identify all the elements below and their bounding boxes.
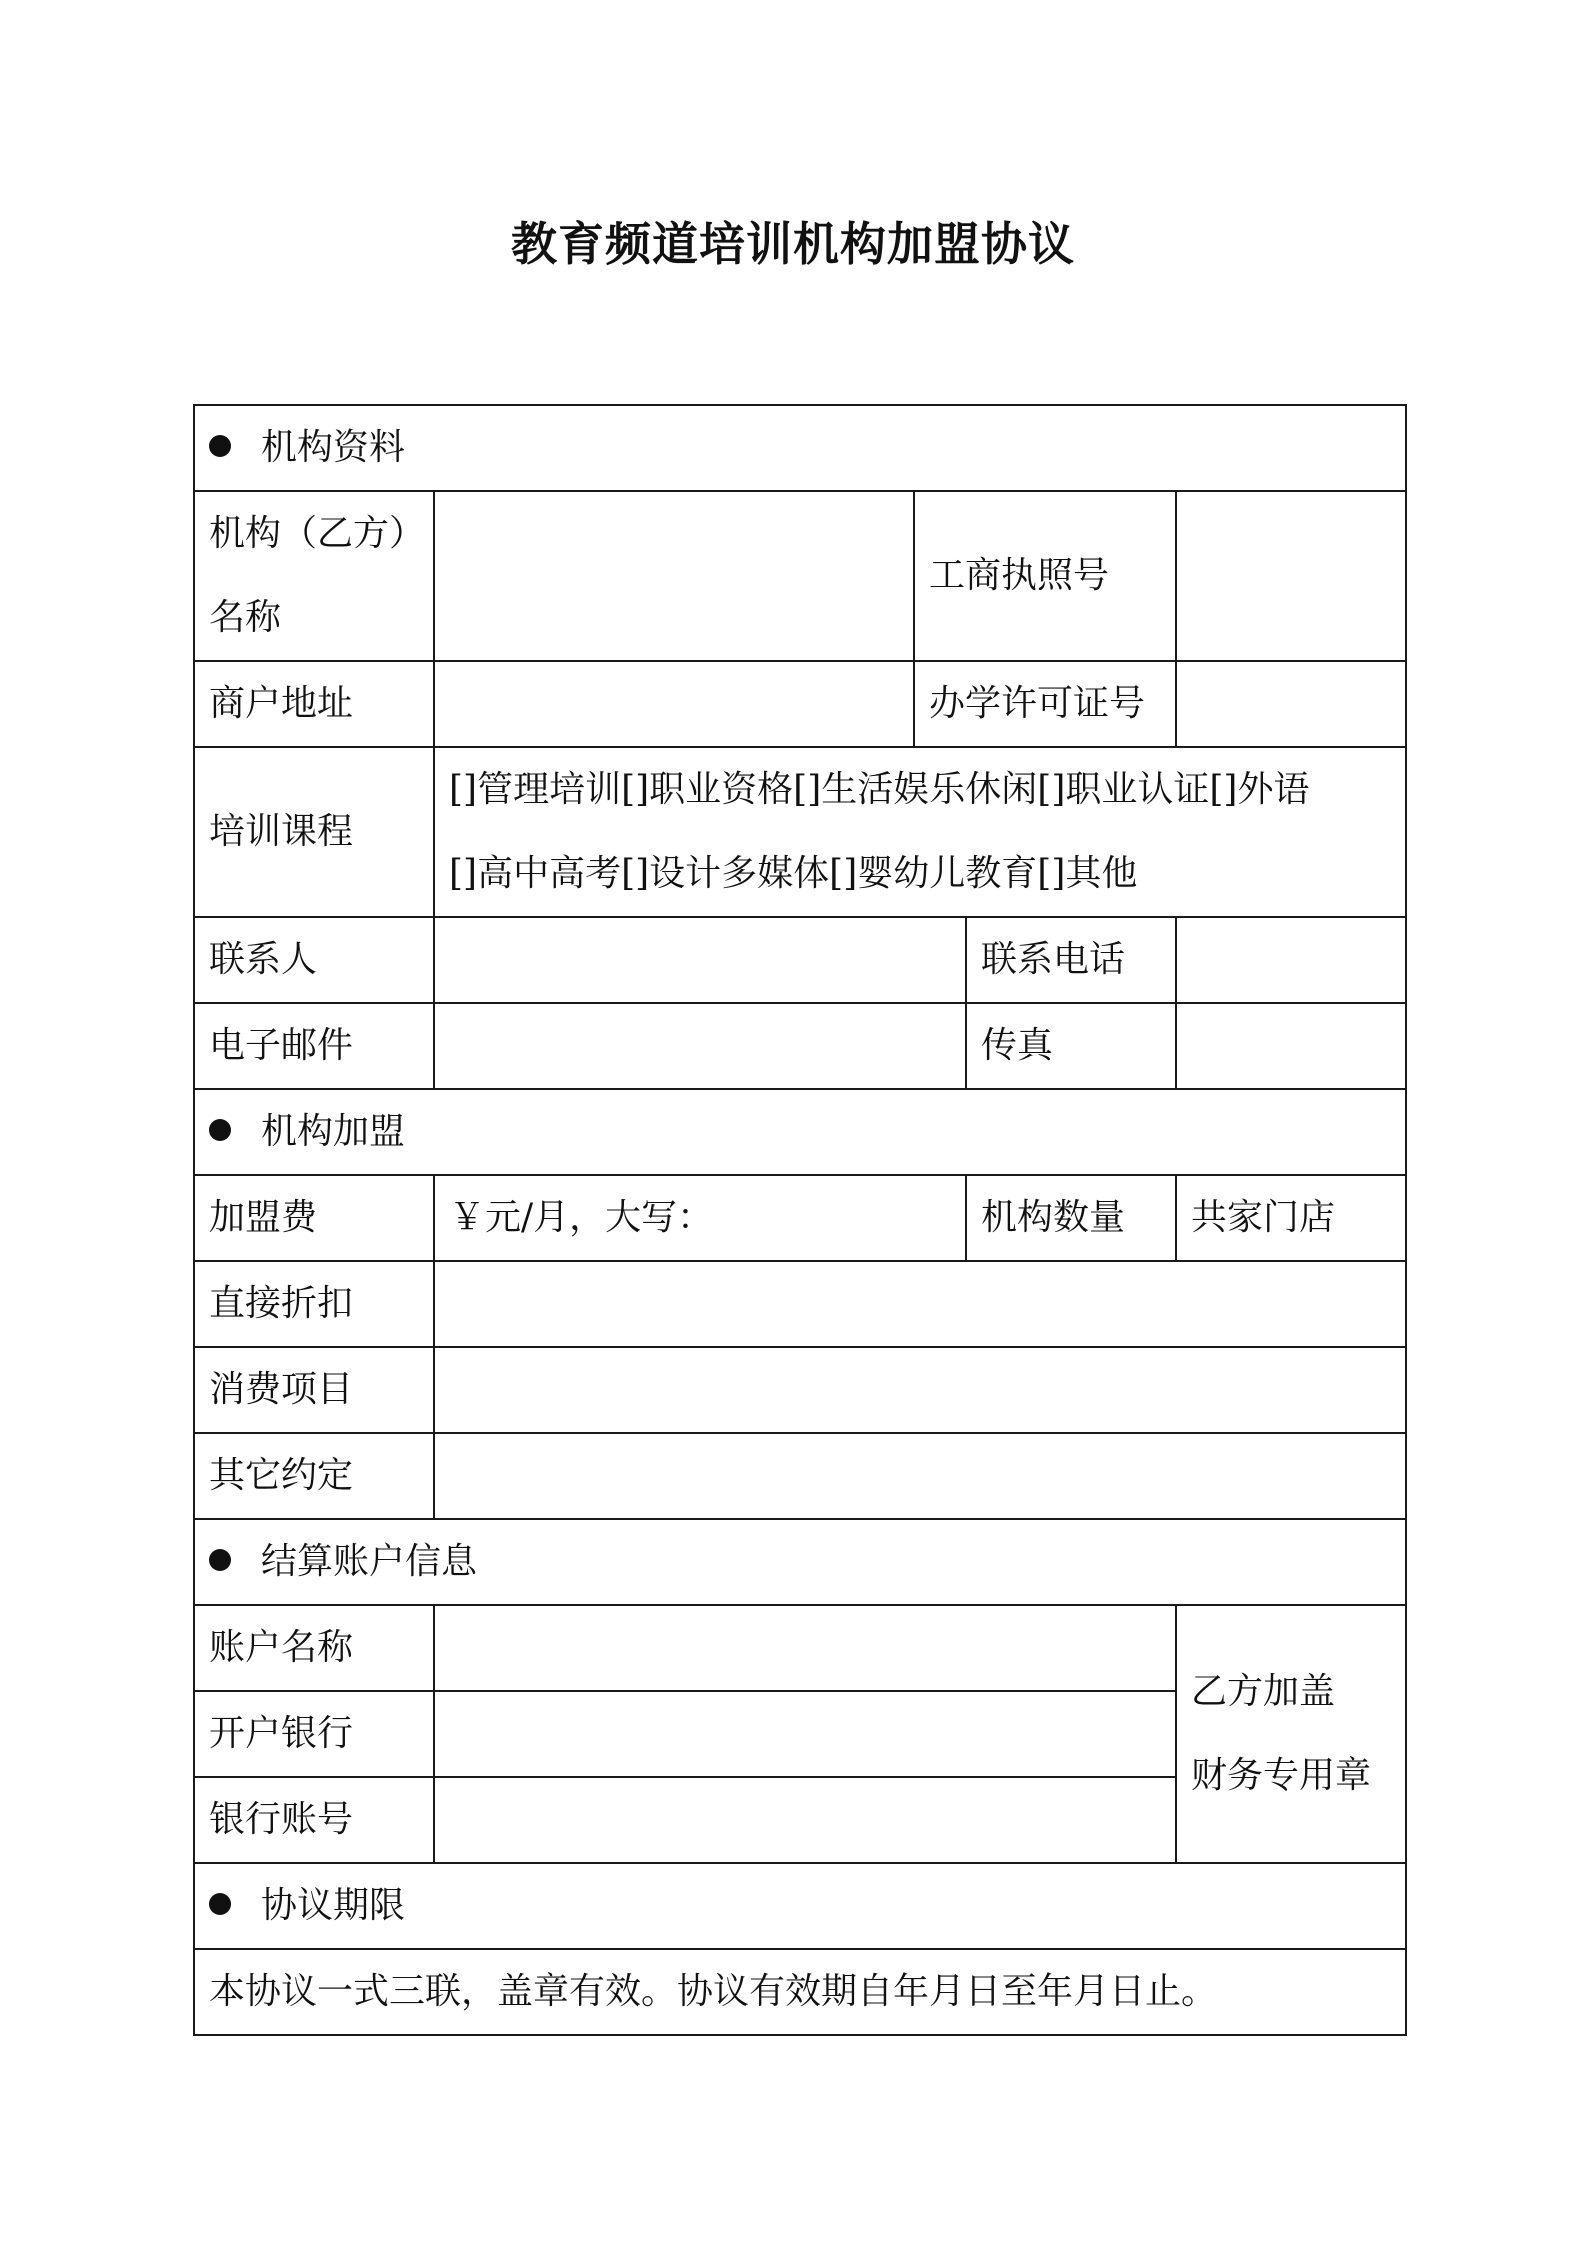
- courses-options-line1[interactable]: []管理培训[]职业资格[]生活娱乐休闲[]职业认证[]外语: [449, 769, 1310, 810]
- bank-label: 开户银行: [194, 1691, 434, 1777]
- section-term-row: [194, 1863, 1406, 1949]
- merchant-address-row: [194, 661, 1406, 747]
- school-permit-field[interactable]: [1176, 661, 1406, 747]
- section-settlement-row: [194, 1519, 1406, 1605]
- email-label: 电子邮件: [194, 1003, 434, 1089]
- institution-count-field[interactable]: [1176, 1175, 1406, 1261]
- bullet-icon: [209, 1119, 231, 1141]
- other-terms-field[interactable]: [434, 1433, 1406, 1519]
- merchant-address-field[interactable]: [434, 661, 914, 747]
- consumption-items-row: [194, 1347, 1406, 1433]
- institution-count-label: 机构数量: [966, 1175, 1176, 1261]
- discount-row: [194, 1261, 1406, 1347]
- consumption-items-label: 消费项目: [194, 1347, 434, 1433]
- contact-phone-label: 联系电话: [966, 917, 1176, 1003]
- account-name-row: [194, 1605, 1406, 1691]
- business-license-label-text: 工商执照号: [929, 555, 1110, 596]
- term-text-content: 本协议一式三联，盖章有效。协议有效期自年月日至年月日止。: [209, 1971, 1218, 2012]
- section-institution-label: 机构资料: [261, 427, 406, 468]
- section-institution-header: [194, 405, 1406, 491]
- contact-person-row: [194, 917, 1406, 1003]
- email-field[interactable]: [434, 1003, 966, 1089]
- bank-account-field[interactable]: [434, 1777, 1176, 1863]
- franchise-fee-row: [194, 1175, 1406, 1261]
- other-terms-label: 其它约定: [194, 1433, 434, 1519]
- fax-label: 传真: [966, 1003, 1176, 1089]
- section-franchise-label: 机构加盟: [261, 1111, 406, 1152]
- merchant-address-label: 商户地址: [194, 661, 434, 747]
- business-license-field[interactable]: [1176, 491, 1406, 661]
- institution-name-label-line2: 名称: [209, 597, 282, 638]
- courses-row: [194, 747, 1406, 917]
- institution-name-label-line1: 机构（乙方）: [209, 513, 426, 554]
- contact-phone-field[interactable]: [1176, 917, 1406, 1003]
- franchise-fee-label: 加盟费: [194, 1175, 434, 1261]
- seal-label-line1: 乙方加盖: [1191, 1671, 1336, 1712]
- account-name-field[interactable]: [434, 1605, 1176, 1691]
- account-name-label: 账户名称: [194, 1605, 434, 1691]
- section-franchise-row: [194, 1089, 1406, 1175]
- institution-name-label: [194, 491, 434, 661]
- section-term-label: 协议期限: [261, 1885, 406, 1926]
- institution-count-value: 共家门店: [1191, 1197, 1336, 1238]
- contact-person-label: 联系人: [194, 917, 434, 1003]
- agreement-form: [193, 404, 1405, 2034]
- email-row: [194, 1003, 1406, 1089]
- term-text: [194, 1949, 1406, 2035]
- section-institution-row: [194, 405, 1406, 491]
- business-license-label: [914, 491, 1176, 661]
- section-settlement-label: 结算账户信息: [261, 1541, 478, 1582]
- page-title: 教育频道培训机构加盟协议: [511, 217, 1075, 271]
- institution-name-row: [194, 491, 1406, 661]
- franchise-fee-field[interactable]: [434, 1175, 966, 1261]
- bank-account-label: 银行账号: [194, 1777, 434, 1863]
- bullet-icon: [209, 1893, 231, 1915]
- franchise-fee-value: ￥元/月，大写：: [449, 1197, 714, 1238]
- bank-field[interactable]: [434, 1691, 1176, 1777]
- consumption-items-field[interactable]: [434, 1347, 1406, 1433]
- courses-label: 培训课程: [194, 747, 434, 917]
- bullet-icon: [209, 1549, 231, 1571]
- discount-label: 直接折扣: [194, 1261, 434, 1347]
- seal-label-line2: 财务专用章: [1191, 1755, 1372, 1796]
- courses-options[interactable]: [434, 747, 1406, 917]
- school-permit-label-text: 办学许可证号: [929, 683, 1146, 724]
- section-settlement-header: [194, 1519, 1406, 1605]
- school-permit-label: [914, 661, 1176, 747]
- seal-area: [1176, 1605, 1406, 1863]
- discount-field[interactable]: [434, 1261, 1406, 1347]
- section-term-header: [194, 1863, 1406, 1949]
- fax-field[interactable]: [1176, 1003, 1406, 1089]
- other-terms-row: [194, 1433, 1406, 1519]
- courses-options-line2[interactable]: []高中高考[]设计多媒体[]婴幼儿教育[]其他: [449, 853, 1138, 894]
- institution-name-field[interactable]: [434, 491, 914, 661]
- agreement-table: [193, 404, 1407, 2036]
- term-text-row: [194, 1949, 1406, 2035]
- section-franchise-header: [194, 1089, 1406, 1175]
- contact-person-field[interactable]: [434, 917, 966, 1003]
- bullet-icon: [209, 435, 231, 457]
